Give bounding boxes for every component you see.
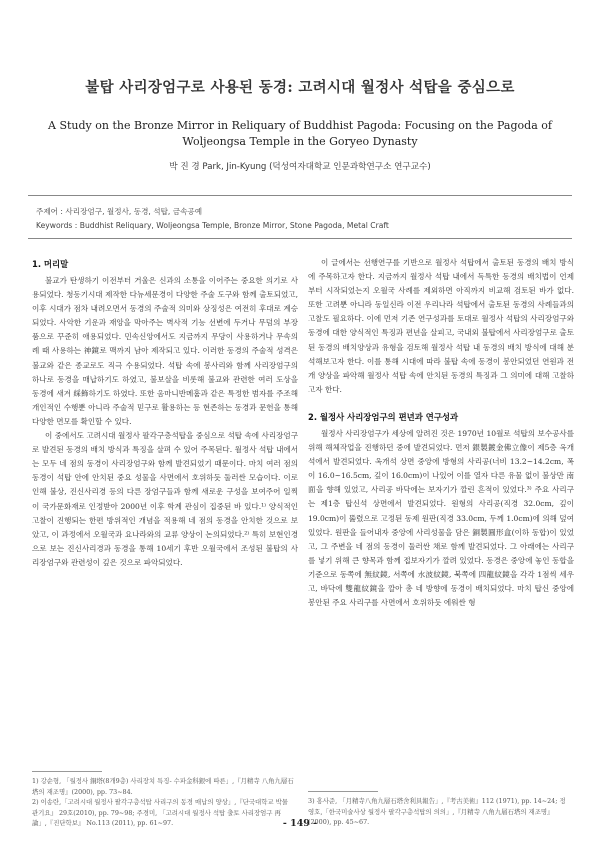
keywords-korean: 주제어 : 사리장엄구, 월정사, 동경, 석탑, 금속공예 bbox=[36, 207, 203, 216]
section-heading-2: 2. 월정사 사리장엄구의 편년과 연구성과 bbox=[308, 411, 459, 422]
title-english: A Study on the Bronze Mirror in Reliquary of Buddhist Pagoda: Focusing on the Pagoda of Woljeongsa Temple in the Goryeo Dynasty bbox=[48, 119, 552, 148]
section2-paragraph-1: 월정사 사리장엄구가 세상에 알려진 것은 1970년 10월로 석탑의 보수공사를 위해 해체작업을 진행하던 중에 발견되었다. 먼저 銀製鍍金佛立像이 제5층 옥개석에서 발견되었다. 옥개석 상면 중앙에 방형의 사리공(너비 13.2~14.2cm, 폭이 16.0~16.5cm, 깊이 16.0cm)이 나있어 이를 열자 다른 유물 없이 불상만 南面을 향해 있었고, 사리공 바닥에는 보자기가 깔린 흔적이 있었다.³⁾ 주요 사리구는 제1층 탑신석 상면에서 발견되었다. 원형의 사리공(직경 32.0cm, 깊이 19.0cm)이 뚫렸으로 고정된 동제 원판(직경 33.0cm, 두께 1.0cm)에 의해 덮여 있었다. 원판을 들어내자 중앙에 사리성물을 담은 銅製圓形盒(이하 동합)이 있었고, 그 주변을 네 점의 동경이 둘러싼 채로 함께 발견되었다. 그 아래에는 사리구를 넣기 위해 큰 향목과 함께 접보자기가 깔려 있었다. 동경은 중앙에 놓인 동합을 기준으로 동쪽에 無紋鏡, 서쪽에 水波紋鏡, 북쪽에 四龍紋鏡을 각각 1점씩 세우고, 바닥에 雙龍紋鏡을 깔아 총 네 방향에 동경이 배치되었다. 마치 탑신 중앙에 봉안된 주요 사리구를 사면에서 호위하듯 에워싼 형 bbox=[308, 428, 574, 608]
right-paragraph-1: 이 글에서는 선행연구를 기반으로 월정사 석탑에서 출토된 동경의 배치 방식에 주목하고자 한다. 지금까지 월정사 석탑 내에서 독특한 동경의 배치법이 언제부터 시작되었는지 오월국 사례를 제외하면 아직까지 비교해 검토된 바가 없다. 또한 고려뿐 아니라 동일신라 이전 우리나라 석탑에서 출토된 동경의 사례들과의 고찰도 필요하다. 이에 먼저 기존 연구성과를 토대로 월정사 석탑의 사리장엄구와 동경에 대한 양식적인 특징과 편년을 살피고, 국내외 불탑에서 사리장엄구로 출토된 동경의 배치양상과 유형을 검토해 월정사 석탑 내 동경의 배치 방식에 대해 분석해보고자 한다. 이를 통해 시대에 따라 불탑 속에 동경이 봉안되었던 연원과 전개 양상을 파악해 월정사 석탑 속에 안치된 동경의 특징과 그 의미에 대해 고찰하고자 한다. bbox=[308, 258, 574, 394]
footnote-rule-right bbox=[308, 791, 378, 792]
section-heading-intro: 1. 머리말 bbox=[32, 259, 69, 269]
author-line: 박 진 경 Park, Jin-Kyung (덕성여자대학교 인문과학연구소 연구교수) bbox=[169, 162, 431, 172]
title-korean: 불탑 사리장엄구로 사용된 동경: 고려시대 월정사 석탑을 중심으로 bbox=[85, 79, 515, 96]
intro-paragraph-1: 불교가 탄생하기 이전부터 거울은 신과의 소통을 이어주는 중요한 의기로 사용되었다. 청동기시대 제작한 다뉴세문경이 다양한 주술 도구와 함께 출토되었고, 이후 시대가 점차 내려오면서 동경의 주술적 의미와 상징성은 여전히 후대로 계승되었다. 사악한 기운과 재앙을 막아주는 벽사적 기능 선변에 두거나 무덤의 부장품으로 꾸준히 애용되었다. 민속신앙에서도 지금까지 무당이 사용하거나 무속의례 때 사용하는 神鏡로 맥까지 남아 제작되고 있다. 이러한 동경의 주술적 성격은 불교와 같은 종교로도 직극 수용되었다. 석탑 속에 봉사리와 함께 사리장엄구의 하나로 동경을 매납하기도 하였고, 불보살을 비롯해 불교와 관련한 여러 도상을 동경에 새겨 綵飾하기도 하였다. 또한 옴마니반메훔과 같은 특정한 범자를 주조해 개인적인 수행뿐 아니라 주술적 믿구로 활용하는 등 현존하는 동경과 문헌을 통해 다양한 면모를 확인할 수 있다. bbox=[32, 276, 298, 426]
right-column bbox=[308, 256, 574, 610]
page-number: - 149 - bbox=[282, 818, 318, 829]
footnote-1: 1) 강순형, 「월정사 銅塔(8개9층) 사리장치 특징- 수파金科銀에 따른」,『月精寺 八角九層石塔의 재조명』(2000), pp. 73~84. bbox=[32, 777, 294, 796]
intro-paragraph-2: 이 중에서도 고려시대 월정사 팔각구층석탑을 중심으로 석탑 속에 사리장엄구로 발견된 동경의 배치 방식과 특징을 살펴 수 있어 주목된다. 월정사 석탑 내에서는 모두 네 점의 동경이 사리장엄구와 함께 발견되었기 때문이다. 마치 여러 점의 동경이 석탑 안에 안치된 중요 성물을 사면에서 호위하듯 둘러싼 모습이다. 이로 인해 불상, 진신사리경 등의 다른 장엄구들과 함께 새로운 구성을 보여주어 일찍이 국가문화재로 인정받아 2000년 이후 학계 관심이 집중된 바 있다.¹⁾ 양식적인 고찰이 진행되는 한편 방위적인 개념을 적용해 네 점의 동경을 안치한 것으로 보았고, 이 과정에서 오월국과 요나라와의 교류 양상이 논의되었다.²⁾ 특히 보현인경으로 보는 진신사리경과 동경을 통해 10세기 후반 오월국에서 조성된 불탑의 사리장엄구와 관련성이 깊은 것으로 파악되었다. bbox=[32, 431, 298, 567]
footnote-rule-left bbox=[32, 771, 102, 772]
left-column bbox=[32, 256, 298, 570]
footnote-3: 3) 홍사준, 「月精寺八角九層石塔舍利具報告」,『考古美術』112 (1971), pp. 14~24; 정영호,「한국미술사상 월정사 팔각구층석탑의 의의」,『月精寺 八角九層石塔의 재조명』(2000), pp. 45~67. bbox=[308, 797, 566, 827]
keywords-english: Keywords : Buddhist Reliquary, Woljeongsa Temple, Bronze Mirror, Stone Pagoda, Metal Craft bbox=[36, 221, 389, 230]
footnote-2: 2) 이송란,「고려시대 월정사 팔각구층석탑 사리구의 동경 매납의 양상」,『단국대학교 박물관기요』 29호(2010), pp. 79~98; 주경미, 「고려시대 월정사 석탑 출토 사리장엄구 再論」,『진단학보』 No.113 (2011), pp. 61~97. bbox=[32, 798, 288, 828]
keywords-box bbox=[28, 195, 572, 239]
